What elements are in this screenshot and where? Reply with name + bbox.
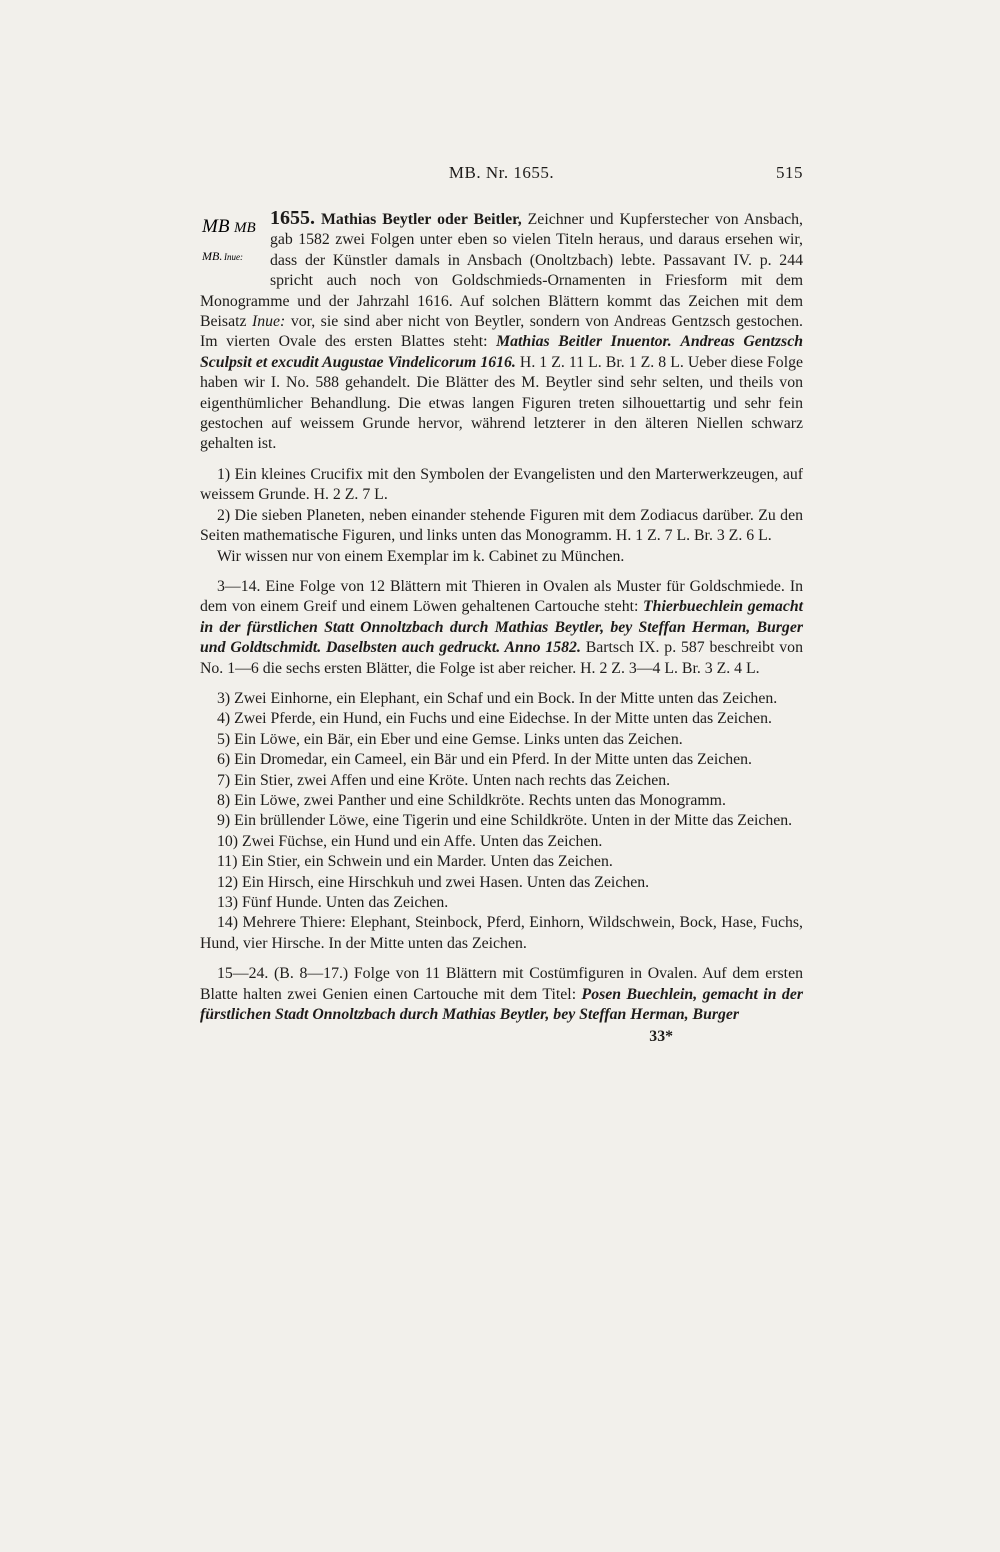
item-5: 5) Ein Löwe, ein Bär, ein Eber und eine Gemse. Links unten das Zeichen. (217, 730, 683, 748)
series-1-lead: 3—14. Eine Folge von 12 Blättern mit Thieren in Ovalen als Muster für Goldschmiede. In dem von einem Greif und einem Löwen gehaltenen Cartouche steht: (200, 577, 803, 616)
item-4: 4) Zwei Pferde, ein Hund, ein Fuchs und eine Eidechse. In der Mitte unten das Zeichen. (217, 710, 772, 728)
measure-1: H. 1 Z. 11 L. Br. 1 Z. 8 L. (519, 353, 684, 371)
item-2-note: Wir wissen nur von einem Exemplar im k. Cabinet zu München. (217, 547, 625, 565)
monogram-2: MB (234, 220, 256, 236)
para-2: Ueber diese Folge haben wir I. No. 588 gehandelt. Die Blätter des M. Beytler sind sehr selten, und theils von eigenthümlicher Behandlung. Die etwas langen Figuren treten silhouettartig und sehr fein gestochen auf weissem Grunde hervor, während letzterer in den älteren Niellen schwarz gehalten ist. (200, 353, 803, 453)
running-header (200, 163, 803, 193)
item-11: 11) Ein Stier, ein Schwein und ein Marder. Unten das Zeichen. (217, 853, 613, 871)
item-2: 2) Die sieben Planeten, neben einander stehende Figuren mit dem Zodiacus darüber. Zu den Seiten mathematische Figuren, und links unten das Monogramm. H. 1 Z. 7 L. Br. 3 Z. 6 L. (200, 506, 803, 545)
inue-label: Inue: (251, 313, 286, 331)
series-1-title: Thierbuechlein gemacht in der fürstlichen Statt Onnoltzbach durch Mathias Beytler, bey Steffan Herman, Burger und Goldtschmidt. Daselbsten auch gedruckt. Anno 1582. (200, 598, 804, 657)
series-2-lead: 15—24. (B. 8—17.) Folge von 11 Blättern mit Costümfiguren in Ovalen. Auf dem ersten Blatte halten zwei Genien einen Cartouche mit dem Titel: (200, 965, 803, 1003)
item-12: 12) Ein Hirsch, eine Hirschkuh und zwei Hasen. Unten das Zeichen. (217, 873, 650, 891)
entry-intro-text: Zeichner und Kupferstecher von Ansbach, gab 1582 zwei Folgen unter eben so vielen Titeln heraus, und daraus ersehen wir, dass der Künstler damals in Ansbach (Onoltzbach) lebte. Passavant IV. p. 244 spricht auch noch von Goldschmieds-Ornamenten in Friesform mit dem Monogramme und der Jahrzahl 1616. Auf solchen Blättern kommt das Zeichen mit dem Beisatz (200, 211, 803, 331)
monogram-1: MB (202, 216, 230, 237)
inscription-1: Mathias Beitler Inuentor. (496, 333, 672, 351)
entry-intro (200, 208, 803, 455)
item-1: 1) Ein kleines Crucifix mit den Symbolen der Evangelisten und den Marterwerkzeugen, auf weissem Grunde. H. 2 Z. 7 L. (200, 465, 803, 504)
item-13: 13) Fünf Hunde. Unten das Zeichen. (217, 894, 449, 911)
page-number: 515 (776, 163, 803, 182)
monogram-svg (200, 210, 262, 272)
series-2-title: Posen Buechlein, gemacht in der fürstlichen Stadt Onnoltzbach durch Mathias Beytler, bey Steffan Herman, Burger (200, 985, 803, 1024)
item-14: 14) Mehrere Thiere: Elephant, Steinbock, Pferd, Einhorn, Wildschwein, Bock, Hase, Fuchs, Hund, vier Hirsche. In der Mitte unten das Zeichen. (200, 914, 803, 952)
inscription-2: Andreas Gentzsch Sculpsit et excudit Augustae Vindelicorum 1616. (200, 333, 804, 371)
entry-number: 1655. (270, 207, 315, 229)
signature-mark: 33* (649, 1028, 673, 1046)
entry-intro-text-2: vor, sie sind aber nicht von Beytler, sondern von Andreas Gentzsch gestochen. Im vierten Ovale des ersten Blattes steht: (200, 313, 803, 351)
item-8: 8) Ein Löwe, zwei Panther und eine Schildkröte. Rechts unten das Monogramm. (217, 791, 726, 809)
item-7: 7) Ein Stier, zwei Affen und eine Kröte. Unten nach rechts das Zeichen. (217, 771, 671, 789)
item-10: 10) Zwei Füchse, ein Hund und ein Affe. Unten das Zeichen. (217, 832, 603, 850)
running-title: MB. Nr. 1655. (448, 163, 555, 182)
series-1-tail: Bartsch IX. p. 587 beschreibt von No. 1—6 die sechs ersten Blätter, die Folge ist aber reicher. H. 2 Z. 3—4 L. Br. 3 Z. 4 L. (200, 639, 803, 677)
item-9: 9) Ein brüllender Löwe, eine Tigerin und eine Schildkröte. Unten in der Mitte das Zeichen. (217, 812, 793, 830)
series-2 (200, 964, 803, 1025)
artist-name: Mathias Beytler oder Beitler, (321, 211, 522, 228)
monogram-3: MB. (202, 249, 223, 263)
item-3: 3) Zwei Einhorne, ein Elephant, ein Schaf und ein Bock. In der Mitte unten das Zeichen. (217, 689, 778, 707)
monogram-3-suffix: Inue: (224, 252, 243, 262)
text-body (200, 208, 803, 1048)
series-1 (200, 577, 803, 679)
item-6: 6) Ein Dromedar, ein Cameel, ein Bär und ein Pferd. In der Mitte unten das Zeichen. (217, 751, 752, 769)
monogram-image (200, 210, 262, 272)
